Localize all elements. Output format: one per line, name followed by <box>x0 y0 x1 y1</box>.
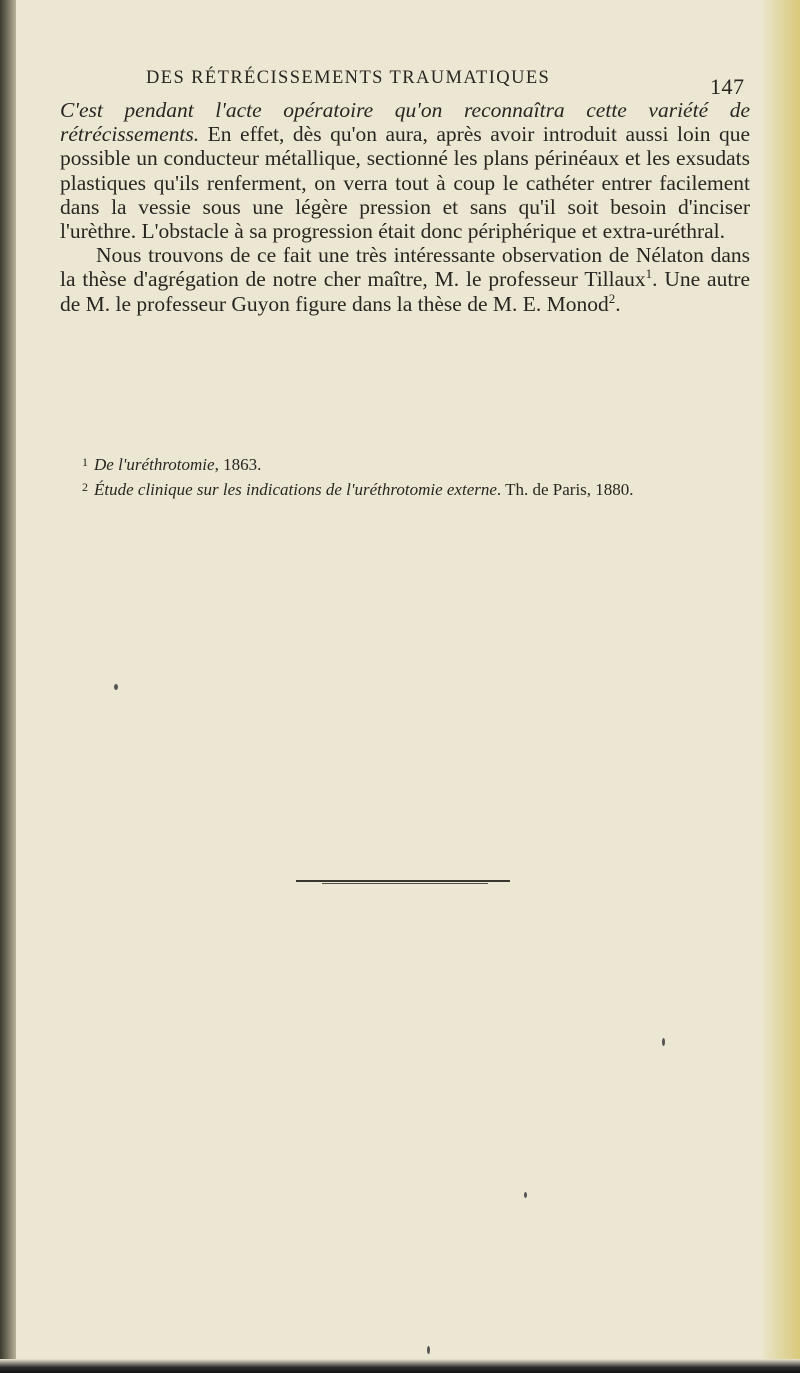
footnote-2 <box>60 477 750 500</box>
paper-speck <box>662 1038 665 1046</box>
body-text <box>60 98 750 316</box>
paragraph-1 <box>60 98 750 243</box>
footnote-ref-1: 1 <box>645 266 653 282</box>
footnote-1 <box>60 452 750 475</box>
paragraph-2-part-2: . Une autre de M. le professeur Guyon figure dans la thèse de M. E. Monod <box>60 267 751 316</box>
paragraph-2 <box>60 243 750 316</box>
page-edge-right <box>760 0 800 1373</box>
footnote-2-title: Étude clinique sur les indications de l'uréthrotomie externe <box>94 480 497 499</box>
footnote-1-rest: , 1863. <box>214 455 262 474</box>
paragraph-1-text: En effet, dès qu'on aura, après avoir introduit aussi loin que possible un conducteur métallique, sectionné les plans périnéaux et les exsudats plastiques qu'ils renferment, on verra tout à coup le cathéter entrer facilement dans la vessie sous une légère pression et sans qu'il soit besoin d'inciser l'urèthre. L'obstacle à sa progression était donc périphérique et extra-uréthral. <box>60 122 750 244</box>
page-edge-bottom <box>0 1359 800 1373</box>
paper-speck <box>114 684 118 690</box>
paragraph-1-italic-lead: C'est pendant l'acte opératoire qu'on reconnaîtra cette variété de rétrécissements. <box>60 98 750 147</box>
page-number: 147 <box>710 74 745 99</box>
footnote-1-title: De l'uréthrotomie <box>94 455 215 474</box>
end-rule-short <box>322 883 488 884</box>
running-head: DES RÉTRÉCISSEMENTS TRAUMATIQUES <box>146 68 551 88</box>
footnote-1-mark: 1 <box>82 455 88 469</box>
page-edge-left <box>0 0 16 1373</box>
paper-speck <box>524 1192 527 1198</box>
footnotes <box>60 452 750 502</box>
paragraph-2-part-3: . <box>615 291 621 316</box>
footnote-2-rest: . Th. de Paris, 1880. <box>496 480 634 499</box>
paper-speck <box>427 1346 430 1354</box>
footnote-ref-2: 2 <box>608 290 616 306</box>
footnote-2-mark: 2 <box>82 480 88 494</box>
end-rule-long <box>296 880 510 882</box>
paragraph-2-part-1: Nous trouvons de ce fait une très intéressante observation de Nélaton dans la thèse d'agrégation de notre cher maître, M. le professeur Tillaux <box>60 243 750 292</box>
